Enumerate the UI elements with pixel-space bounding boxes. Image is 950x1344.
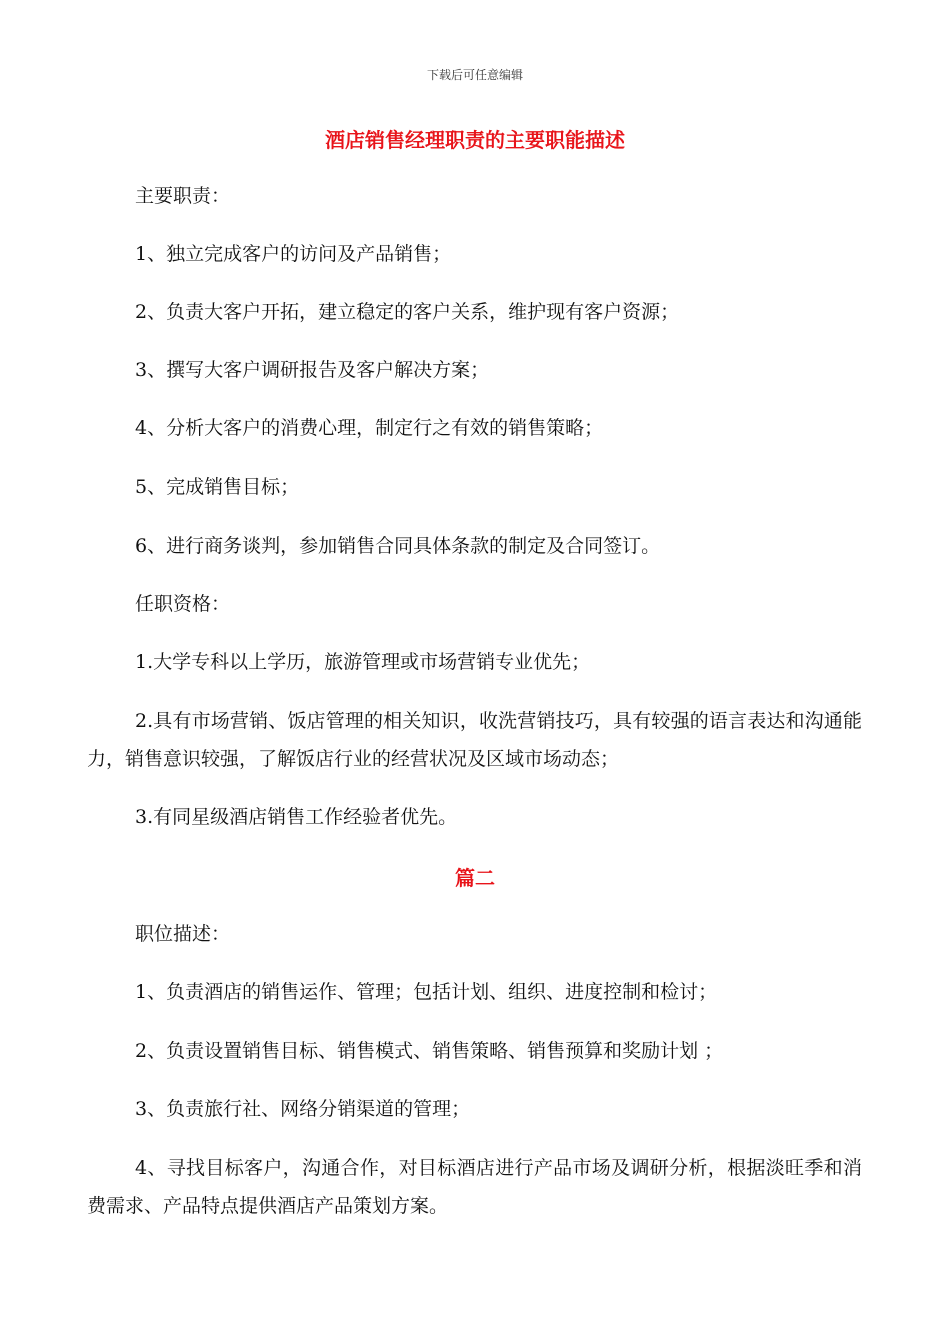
qualification-item-3: 3.有同星级酒店销售工作经验者优先。	[135, 806, 458, 828]
duty-item-5: 5、完成销售目标；	[135, 476, 300, 498]
document-title: 酒店销售经理职责的主要职能描述	[325, 128, 625, 152]
section-heading-qualifications: 任职资格：	[135, 593, 231, 615]
section2-title: 篇二	[455, 866, 495, 890]
job-item-2: 2、负责设置销售目标、销售模式、销售策略、销售预算和奖励计划 ；	[135, 1040, 724, 1062]
qualification-item-2: 2.具有市场营销、饭店管理的相关知识，收洗营销技巧，具有较强的语言表达和沟通能力，销售意识较强，了解饭店行业的经营状况及区域市场动态；	[87, 710, 862, 770]
job-item-4: 4、寻找目标客户，沟通合作，对目标酒店进行产品市场及调研分析，根据淡旺季和消费需求、产品特点提供酒店产品策划方案。	[87, 1157, 862, 1217]
section-heading-job-description: 职位描述：	[135, 923, 231, 945]
section-heading-duties: 主要职责：	[135, 185, 231, 207]
duty-item-2: 2、负责大客户开拓，建立稳定的客户关系，维护现有客户资源；	[135, 301, 680, 323]
job-item-3: 3、负责旅行社、网络分销渠道的管理；	[135, 1098, 471, 1120]
qualification-item-1: 1.大学专科以上学历，旅游管理或市场营销专业优先；	[135, 651, 591, 673]
duty-item-4: 4、分析大客户的消费心理，制定行之有效的销售策略；	[135, 417, 604, 439]
job-item-1: 1、负责酒店的销售运作、管理；包括计划、组织、进度控制和检讨；	[135, 981, 718, 1003]
duty-item-1: 1、独立完成客户的访问及产品销售；	[135, 243, 452, 265]
duty-item-3: 3、撰写大客户调研报告及客户解决方案；	[135, 359, 490, 381]
duty-item-6: 6、进行商务谈判，参加销售合同具体条款的制定及合同签订。	[135, 535, 661, 557]
header-note: 下载后可任意编辑	[426, 68, 523, 82]
